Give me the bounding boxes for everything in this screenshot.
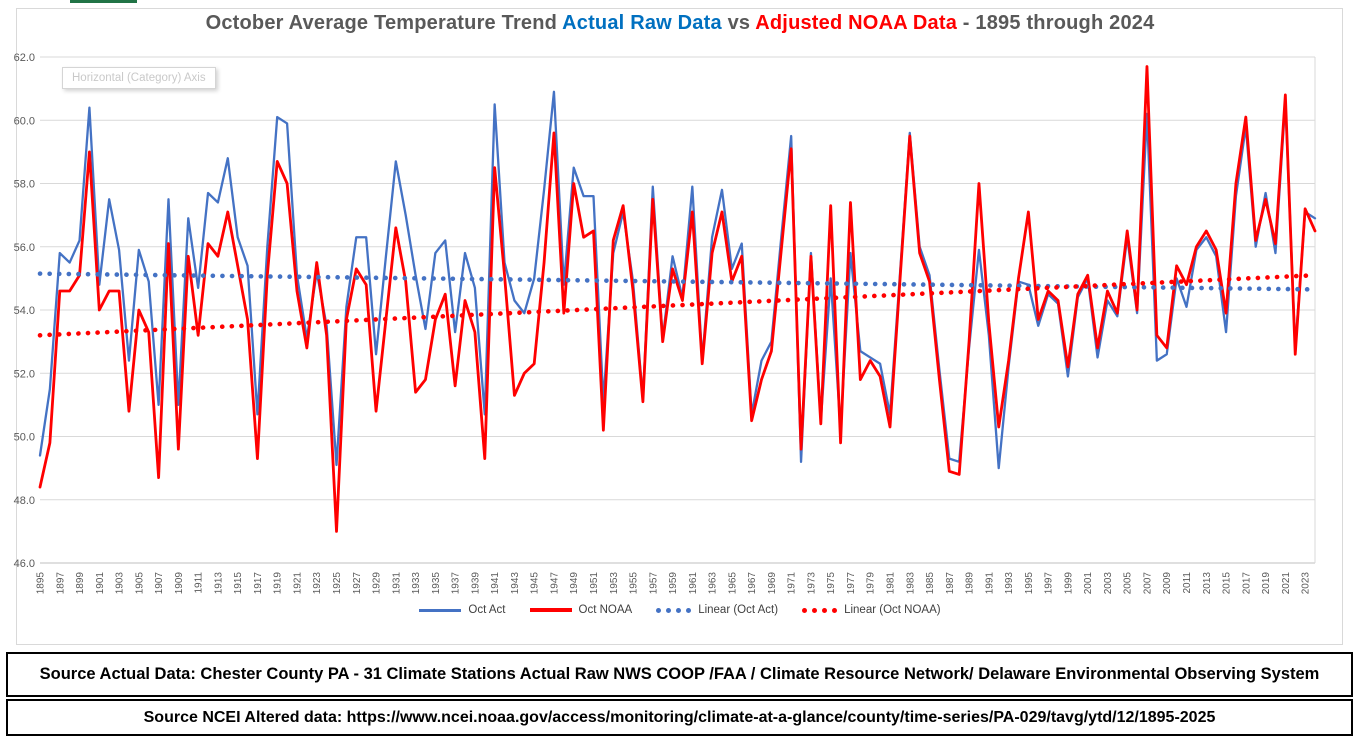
svg-text:1911: 1911: [193, 572, 205, 594]
chart-title-years: - 1895 through 2024: [957, 12, 1155, 34]
svg-text:46.0: 46.0: [13, 558, 35, 570]
svg-text:1901: 1901: [94, 572, 106, 595]
svg-text:1953: 1953: [608, 572, 620, 595]
svg-text:1961: 1961: [687, 572, 699, 595]
legend-item-oct-act[interactable]: [419, 604, 505, 616]
svg-text:52.0: 52.0: [13, 368, 35, 381]
svg-text:1933: 1933: [411, 572, 423, 595]
svg-text:1991: 1991: [984, 572, 996, 595]
svg-text:1919: 1919: [272, 572, 284, 595]
svg-text:2005: 2005: [1122, 572, 1134, 595]
svg-text:1973: 1973: [806, 572, 818, 595]
source-actual-data-text: Source Actual Data: Chester County PA - 31 Climate Stations Actual Raw NWS COOP /FAA / Climate Resource Network/ Delaware Environmental Observing System: [39, 665, 1320, 683]
svg-text:1959: 1959: [668, 572, 680, 595]
source-ncei-data-text: Source NCEI Altered data: https://www.ncei.noaa.gov/access/monitoring/climate-at-a-glance/county/time-series/PA-029/tavg/ytd/12/1895-2025: [143, 708, 1216, 726]
legend-item-linear-oct-noaa[interactable]: [802, 604, 941, 616]
chart-title-vs: vs: [721, 12, 756, 34]
chart-legend: [0, 604, 1360, 616]
svg-text:1903: 1903: [114, 572, 126, 595]
svg-text:2023: 2023: [1300, 572, 1312, 595]
svg-text:2001: 2001: [1083, 572, 1095, 595]
axis-tooltip: Horizontal (Category) Axis: [62, 67, 216, 89]
svg-text:1981: 1981: [885, 572, 897, 595]
svg-text:2021: 2021: [1280, 572, 1292, 595]
svg-text:1999: 1999: [1063, 572, 1075, 595]
chart-title: [0, 12, 1360, 35]
legend-label: Oct Act: [468, 604, 506, 616]
svg-text:54.0: 54.0: [13, 305, 35, 317]
svg-text:2003: 2003: [1102, 572, 1114, 595]
svg-text:1937: 1937: [450, 572, 462, 595]
svg-text:1939: 1939: [470, 572, 482, 595]
svg-text:1993: 1993: [1004, 572, 1016, 595]
svg-text:1943: 1943: [509, 572, 521, 595]
linear-oct-noaa-dots-swatch: [802, 608, 837, 613]
chart-title-actual-raw: Actual Raw Data: [562, 12, 722, 34]
svg-text:1907: 1907: [154, 572, 166, 595]
svg-text:1947: 1947: [549, 572, 561, 595]
svg-text:1949: 1949: [569, 572, 581, 595]
svg-text:62.0: 62.0: [13, 52, 35, 64]
svg-text:1921: 1921: [292, 572, 304, 595]
svg-text:1897: 1897: [55, 572, 67, 595]
svg-text:2011: 2011: [1182, 572, 1194, 594]
svg-text:1941: 1941: [490, 572, 502, 595]
source-ncei-data-box: [6, 699, 1353, 736]
svg-text:2015: 2015: [1221, 572, 1233, 595]
svg-text:1951: 1951: [588, 572, 600, 595]
svg-text:1977: 1977: [845, 572, 857, 595]
svg-text:1899: 1899: [75, 572, 87, 595]
legend-label: Linear (Oct NOAA): [844, 604, 941, 616]
svg-text:1917: 1917: [252, 572, 264, 595]
svg-text:50.0: 50.0: [13, 431, 35, 444]
svg-text:1905: 1905: [134, 572, 146, 595]
svg-text:48.0: 48.0: [13, 494, 35, 507]
svg-text:1923: 1923: [312, 572, 324, 595]
svg-text:1995: 1995: [1023, 572, 1035, 595]
chart-title-text: October Average Temperature Trend: [205, 12, 563, 34]
svg-text:1983: 1983: [905, 572, 917, 595]
svg-text:1927: 1927: [351, 572, 363, 595]
svg-text:60.0: 60.0: [13, 115, 35, 128]
svg-text:1909: 1909: [173, 572, 185, 595]
svg-text:2019: 2019: [1261, 572, 1273, 595]
svg-text:1915: 1915: [233, 572, 245, 595]
svg-text:1997: 1997: [1043, 572, 1055, 595]
legend-label: Linear (Oct Act): [698, 604, 779, 616]
svg-text:58.0: 58.0: [13, 178, 35, 191]
svg-text:1963: 1963: [707, 572, 719, 595]
legend-item-oct-noaa[interactable]: [530, 604, 633, 616]
svg-text:1945: 1945: [529, 572, 541, 595]
svg-text:1929: 1929: [371, 572, 383, 595]
svg-text:1925: 1925: [332, 572, 344, 595]
svg-text:1971: 1971: [786, 572, 798, 595]
chart-title-adjusted-noaa: Adjusted NOAA Data: [755, 12, 958, 34]
svg-text:1979: 1979: [865, 572, 877, 595]
svg-text:1955: 1955: [628, 572, 640, 595]
source-actual-data-box: [6, 652, 1353, 697]
svg-text:1895: 1895: [35, 572, 47, 595]
svg-text:2009: 2009: [1162, 572, 1174, 595]
svg-text:1965: 1965: [727, 572, 739, 595]
svg-text:1957: 1957: [648, 572, 660, 595]
svg-text:1989: 1989: [964, 572, 976, 595]
svg-text:1931: 1931: [391, 572, 403, 595]
legend-item-linear-oct-act[interactable]: [656, 604, 778, 616]
svg-text:56.0: 56.0: [13, 241, 35, 254]
svg-text:2007: 2007: [1142, 572, 1154, 595]
svg-text:2013: 2013: [1201, 572, 1213, 595]
svg-text:1975: 1975: [826, 572, 838, 595]
svg-text:2017: 2017: [1241, 572, 1253, 595]
svg-text:1985: 1985: [925, 572, 937, 595]
svg-text:1969: 1969: [766, 572, 778, 595]
legend-label: Oct NOAA: [578, 604, 633, 616]
oct-noaa-line-swatch: [530, 608, 572, 612]
svg-text:1987: 1987: [944, 572, 956, 595]
svg-text:1913: 1913: [213, 572, 225, 595]
oct-act-line-swatch: [419, 609, 461, 612]
svg-text:1935: 1935: [430, 572, 442, 595]
svg-text:1967: 1967: [747, 572, 759, 595]
linear-oct-act-dots-swatch: [656, 608, 691, 613]
